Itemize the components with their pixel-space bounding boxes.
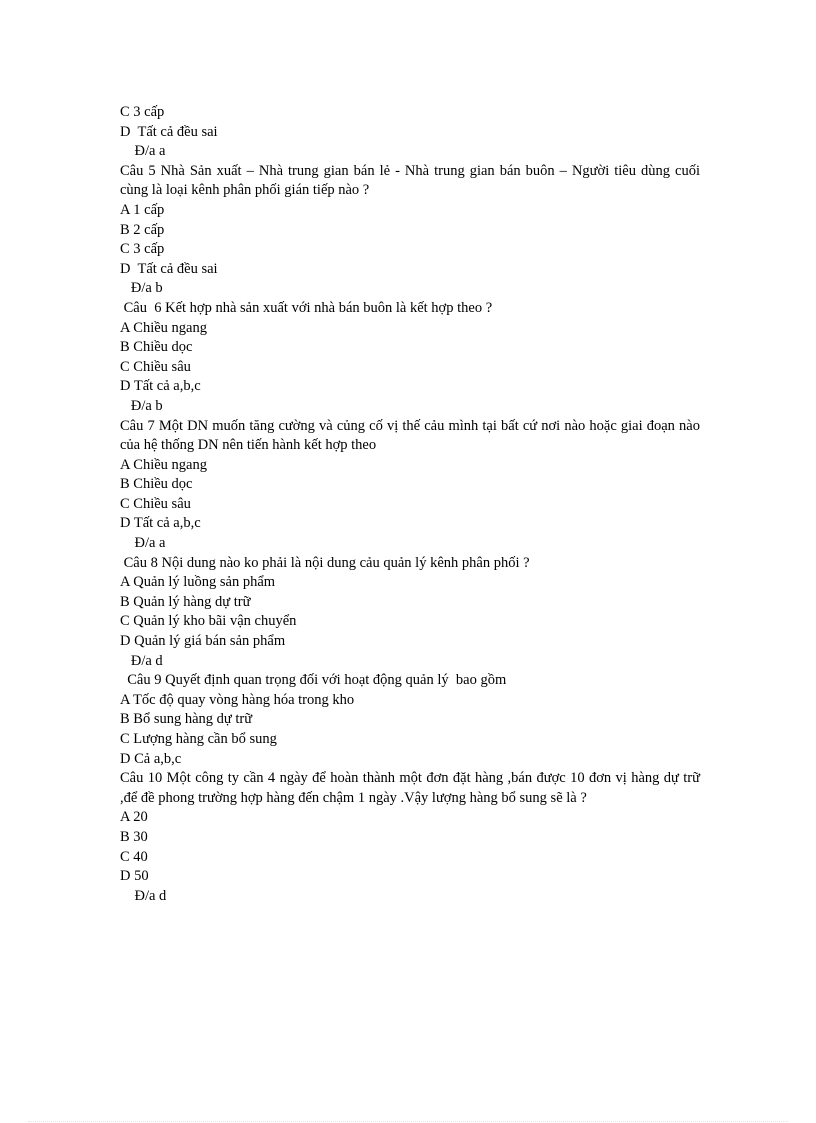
option-line: A Chiều ngang [120,319,207,336]
option-line: B 2 cấp [120,221,165,238]
text-line: C 3 cấp [120,104,165,120]
option-line: D Cả a,b,c [120,750,182,767]
option-line: D Quản lý giá bán sản phẩm [120,633,286,650]
answer-line: Đ/a a [120,535,166,552]
question-line: Câu 8 Nội dung nào ko phải là nội dung cảu quản lý kênh phân phối ? [120,554,530,571]
text-line: D Tất cả đều sai [120,123,218,140]
question-line: Câu 5 Nhà Sản xuất – Nhà trung gian bán lẻ - Nhà trung gian bán buôn – Người tiêu dùng cuối cùng là loại kênh phân phối gián tiếp nào ? [120,162,700,199]
option-line: D Tất cả a,b,c [120,515,201,532]
option-line: B 30 [120,828,148,845]
document-body [120,103,700,906]
option-line: D Tất cả a,b,c [120,378,201,395]
option-line: A Chiều ngang [120,456,207,473]
question-line: Câu 10 Một công ty cần 4 ngày để hoàn thành một đơn đặt hàng ,bán được 10 đơn vị hàng dự trữ ,để đề phong trường hợp hàng đến chậm 1 ngày .Vậy lượng hàng bổ sung sẽ là ? [120,770,700,806]
answer-line: Đ/a d [120,652,163,669]
option-line: B Quản lý hàng dự trữ [120,593,251,610]
option-line: C 40 [120,848,148,865]
option-line: C 3 cấp [120,241,165,258]
answer-line: Đ/a d [120,887,167,904]
option-line: C Chiều sâu [120,495,191,512]
option-line: B Chiều dọc [120,476,193,493]
page-bottom-divider [28,1121,788,1122]
question-line: Câu 6 Kết hợp nhà sản xuất với nhà bán buôn là kết hợp theo ? [120,299,493,316]
option-line: D Tất cả đều sai [120,260,218,277]
answer-line: Đ/a a [120,143,166,160]
option-line: C Quản lý kho bãi vận chuyển [120,613,297,630]
answer-line: Đ/a b [120,280,163,297]
option-line: B Bổ sung hàng dự trữ [120,711,253,728]
option-line: A 1 cấp [120,201,165,218]
option-line: C Lượng hàng cần bổ sung [120,731,277,747]
answer-line: Đ/a b [120,397,163,414]
question-line: Câu 7 Một DN muốn tăng cường và củng cố vị thế cảu mình tại bất cứ nơi nào hoặc giai đoạn nào của hệ thống DN nên tiến hành kết hợp theo [120,417,700,454]
option-line: C Chiều sâu [120,358,191,375]
option-line: A 20 [120,809,148,826]
option-line: A Tốc độ quay vòng hàng hóa trong kho [120,691,355,708]
option-line: D 50 [120,868,149,885]
option-line: B Chiều dọc [120,339,193,356]
option-line: A Quản lý luồng sản phẩm [120,574,276,591]
question-line: Câu 9 Quyết định quan trọng đối với hoạt động quản lý bao gồm [120,672,507,689]
